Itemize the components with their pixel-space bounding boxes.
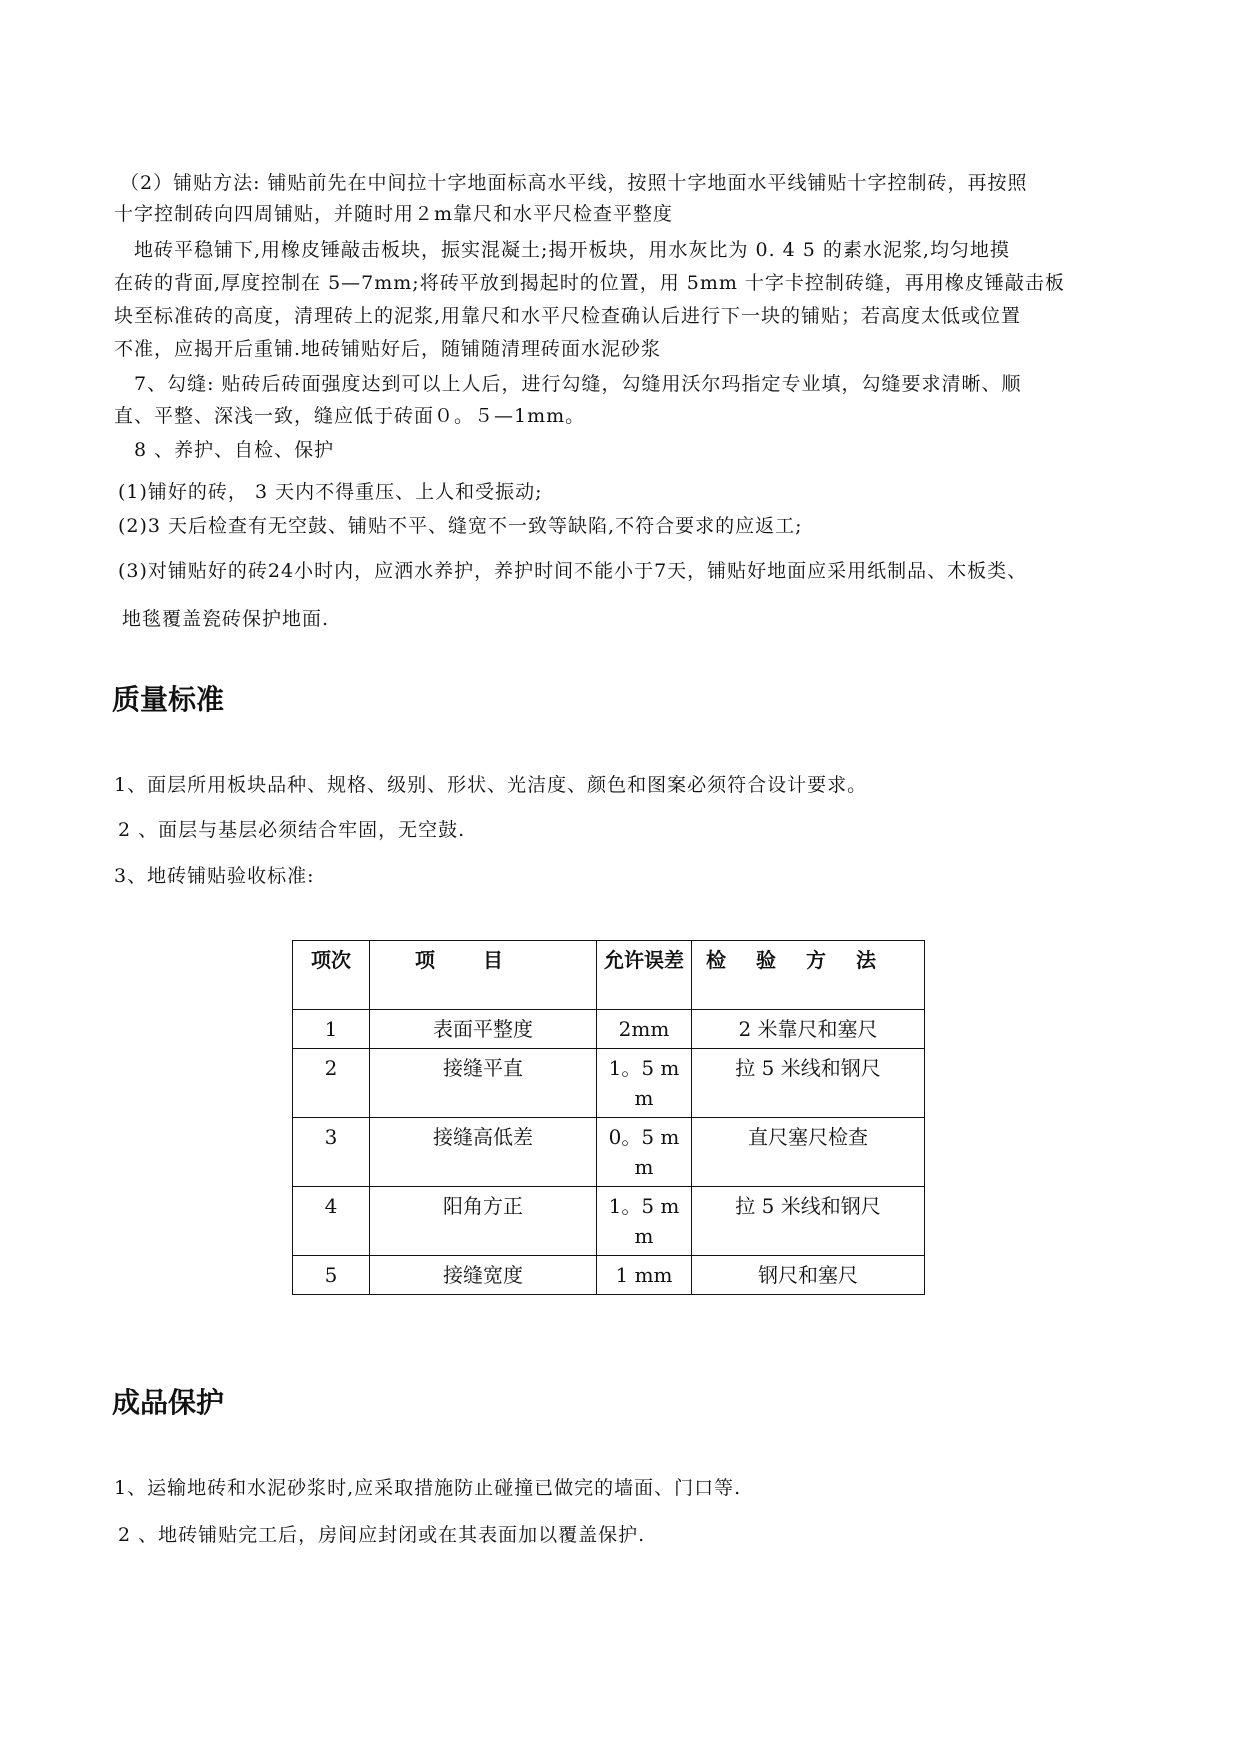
paragraph-line: 直、平整、深浅一致，缝应低于砖面０。５—1mm。: [114, 405, 586, 427]
section-heading-quality: 质量标准: [112, 683, 225, 716]
protection-item: 1、运输地砖和水泥砂浆时,应采取措施防止碰撞已做完的墙面、门口等.: [114, 1477, 742, 1499]
cell-tolerance: 1 mm: [597, 1256, 692, 1295]
cell-method: 拉 5 米线和钢尺: [692, 1049, 925, 1118]
cell-tolerance: 1。5 mm: [597, 1187, 692, 1256]
cell-item: 表面平整度: [370, 1010, 597, 1049]
paragraph-line: 8 、养护、自检、保护: [134, 439, 335, 461]
section-heading-protection: 成品保护: [112, 1386, 225, 1419]
cell-tolerance: 1。5 mm: [597, 1049, 692, 1118]
acceptance-table: [292, 940, 925, 1295]
cell-index: 5: [293, 1256, 370, 1295]
paragraph-line: 块至标准砖的高度，清理砖上的泥浆,用靠尺和水平尺检查确认后进行下一块的铺贴；若高度太低或位置: [114, 305, 1022, 327]
paragraph-line: 十字控制砖向四周铺贴，并随时用２m靠尺和水平尺检查平整度: [114, 203, 674, 225]
cell-index: 2: [293, 1049, 370, 1118]
header-method: 检验方法: [692, 941, 925, 1010]
cell-method: 钢尺和塞尺: [692, 1256, 925, 1295]
table-row: [293, 1256, 925, 1295]
paragraph-line: 地砖平稳铺下,用橡皮锤敲击板块，振实混凝土;揭开板块，用水灰比为 0. 4 5 的素水泥浆,均匀地摸: [134, 239, 1010, 261]
header-item: 项目: [370, 941, 597, 1010]
paragraph-line: 不准，应揭开后重铺.地砖铺贴好后，随铺随清理砖面水泥砂浆: [114, 338, 662, 360]
cell-item: 接缝宽度: [370, 1256, 597, 1295]
cell-method: 拉 5 米线和钢尺: [692, 1187, 925, 1256]
cell-item: 阳角方正: [370, 1187, 597, 1256]
quality-item: 2 、面层与基层必须结合牢固，无空鼓.: [118, 819, 466, 841]
table-row: [293, 1049, 925, 1118]
cell-tolerance: 0。5 mm: [597, 1118, 692, 1187]
quality-item: 1、面层所用板块品种、规格、级别、形状、光洁度、颜色和图案必须符合设计要求。: [114, 774, 868, 796]
quality-item: 3、地砖铺贴验收标准:: [114, 865, 315, 887]
paragraph-line: （2）铺贴方法: 铺贴前先在中间拉十字地面标高水平线，按照十字地面水平线铺贴十字控制砖，再按照: [120, 172, 1028, 194]
cell-index: 1: [293, 1010, 370, 1049]
table-row: [293, 1010, 925, 1049]
cell-method: 2 米靠尺和塞尺: [692, 1010, 925, 1049]
paragraph-line: 在砖的背面,厚度控制在 5—7mm;将砖平放到揭起时的位置，用 5mm 十字卡控制砖缝，再用橡皮锤敲击板: [114, 272, 1065, 294]
cell-method: 直尺塞尺检查: [692, 1118, 925, 1187]
protection-item: 2 、地砖铺贴完工后，房间应封闭或在其表面加以覆盖保护.: [118, 1524, 646, 1546]
paragraph-line: 7、勾缝: 贴砖后砖面强度达到可以上人后，进行勾缝，勾缝用沃尔玛指定专业填，勾缝要求清晰、顺: [134, 373, 1022, 395]
cell-index: 4: [293, 1187, 370, 1256]
paragraph-line: (3)对铺贴好的砖24小时内，应洒水养护，养护时间不能小于7天，铺贴好地面应采用纸制品、木板类、: [118, 560, 1028, 582]
table-row: [293, 1118, 925, 1187]
header-index: 项次: [293, 941, 370, 1010]
table-row: [293, 1187, 925, 1256]
cell-item: 接缝高低差: [370, 1118, 597, 1187]
header-tolerance: 允许误差: [597, 941, 692, 1010]
cell-tolerance: 2mm: [597, 1010, 692, 1049]
cell-item: 接缝平直: [370, 1049, 597, 1118]
paragraph-line: (1)铺好的砖， 3 天内不得重压、上人和受振动;: [118, 481, 543, 503]
table-header-row: [293, 941, 925, 1010]
cell-index: 3: [293, 1118, 370, 1187]
paragraph-line: (2)3 天后检查有无空鼓、铺贴不平、缝宽不一致等缺陷,不符合要求的应返工;: [118, 515, 803, 537]
paragraph-line: 地毯覆盖瓷砖保护地面.: [122, 608, 330, 630]
